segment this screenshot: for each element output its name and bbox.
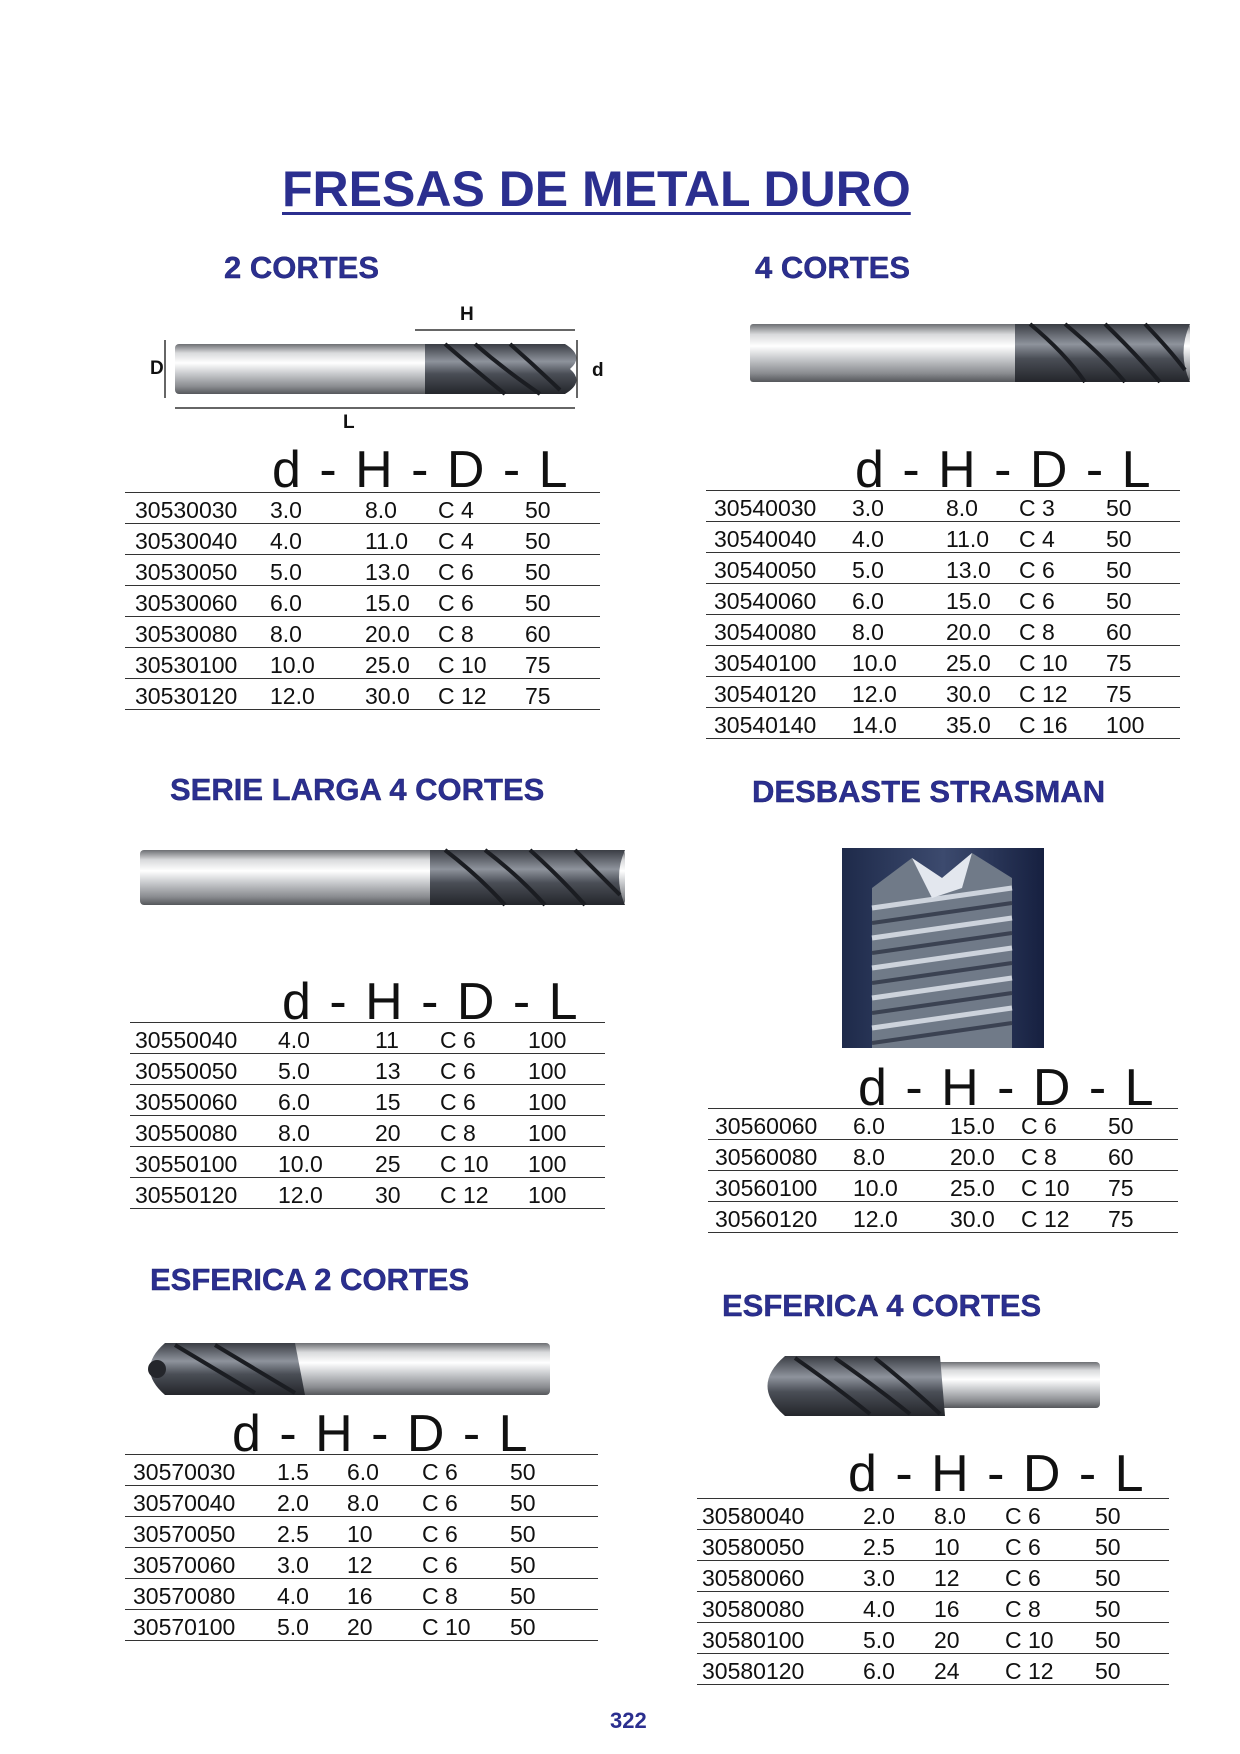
cell-shank-diameter: C 6 [1019, 557, 1055, 583]
cell-total-length: 100 [1106, 712, 1145, 738]
cell-ref-code: 30540060 [714, 588, 817, 614]
cell-cut-diameter: 6.0 [863, 1658, 895, 1684]
cell-cut-length: 30.0 [946, 681, 991, 707]
cell-cut-length: 8.0 [946, 495, 978, 521]
cell-total-length: 75 [1108, 1206, 1134, 1232]
cell-total-length: 75 [525, 652, 551, 678]
ball-end-mill-2-flute-image [135, 1335, 555, 1405]
long-end-mill-image [135, 840, 630, 915]
cell-total-length: 60 [1108, 1144, 1134, 1170]
cell-ref-code: 30580040 [702, 1503, 805, 1529]
cell-ref-code: 30540140 [714, 712, 817, 738]
cell-cut-length: 10 [347, 1521, 373, 1547]
page-number: 322 [610, 1708, 647, 1733]
table-row [130, 1116, 605, 1147]
cell-total-length: 100 [528, 1089, 567, 1115]
cell-total-length: 75 [1106, 650, 1132, 676]
cell-shank-diameter: C 12 [1021, 1206, 1070, 1232]
cell-ref-code: 30580120 [702, 1658, 805, 1684]
column-header: d - H - D - L [858, 1059, 1156, 1117]
page-title: FRESAS DE METAL DURO [282, 161, 911, 217]
cell-cut-diameter: 12.0 [853, 1206, 898, 1232]
table-row [706, 522, 1180, 553]
cell-cut-length: 16 [347, 1583, 373, 1609]
cell-cut-length: 20 [347, 1614, 373, 1640]
cell-total-length: 100 [528, 1120, 567, 1146]
cell-cut-length: 25 [375, 1151, 401, 1177]
table-row [708, 1140, 1178, 1171]
cell-total-length: 50 [1106, 557, 1132, 583]
cell-cut-diameter: 4.0 [863, 1596, 895, 1622]
cell-total-length: 50 [525, 528, 551, 554]
cell-cut-length: 15.0 [950, 1113, 995, 1139]
cell-cut-length: 13 [375, 1058, 401, 1084]
table-row [697, 1592, 1169, 1623]
table-row [125, 648, 600, 679]
cell-total-length: 50 [510, 1583, 536, 1609]
table-row [125, 586, 600, 617]
cell-shank-diameter: C 8 [422, 1583, 458, 1609]
cell-cut-diameter: 10.0 [852, 650, 897, 676]
roughing-end-mill-image [842, 848, 1044, 1048]
table-row [130, 1054, 605, 1085]
cell-cut-diameter: 5.0 [277, 1614, 309, 1640]
cell-shank-diameter: C 6 [422, 1521, 458, 1547]
cell-ref-code: 30560080 [715, 1144, 818, 1170]
table-row [706, 646, 1180, 677]
cell-cut-length: 12 [934, 1565, 960, 1591]
cell-cut-length: 6.0 [347, 1459, 379, 1485]
cell-total-length: 50 [1106, 526, 1132, 552]
cell-total-length: 50 [1108, 1113, 1134, 1139]
cell-shank-diameter: C 6 [422, 1490, 458, 1516]
cell-ref-code: 30560120 [715, 1206, 818, 1232]
cell-cut-diameter: 6.0 [278, 1089, 310, 1115]
cell-cut-length: 13.0 [946, 557, 991, 583]
cell-cut-diameter: 2.0 [277, 1490, 309, 1516]
cell-total-length: 50 [510, 1490, 536, 1516]
cell-cut-length: 8.0 [934, 1503, 966, 1529]
section-title-esferica-4-cortes: ESFERICA 4 CORTES [722, 1288, 1042, 1323]
cell-shank-diameter: C 4 [438, 528, 474, 554]
cell-shank-diameter: C 6 [438, 590, 474, 616]
cell-shank-diameter: C 12 [1019, 681, 1068, 707]
cell-cut-diameter: 12.0 [852, 681, 897, 707]
cell-shank-diameter: C 4 [1019, 526, 1055, 552]
cell-cut-diameter: 4.0 [270, 528, 302, 554]
cell-total-length: 75 [525, 683, 551, 709]
cell-ref-code: 30550120 [135, 1182, 238, 1208]
cell-shank-diameter: C 16 [1019, 712, 1068, 738]
cell-cut-diameter: 10.0 [853, 1175, 898, 1201]
cell-total-length: 100 [528, 1182, 567, 1208]
cell-shank-diameter: C 6 [1005, 1503, 1041, 1529]
cell-ref-code: 30540050 [714, 557, 817, 583]
cell-ref-code: 30550080 [135, 1120, 238, 1146]
cell-cut-diameter: 1.5 [277, 1459, 309, 1485]
cell-shank-diameter: C 10 [440, 1151, 489, 1177]
cell-cut-diameter: 5.0 [852, 557, 884, 583]
cell-ref-code: 30530030 [135, 497, 238, 523]
cell-total-length: 100 [528, 1027, 567, 1053]
cell-total-length: 50 [1095, 1503, 1121, 1529]
cell-cut-diameter: 12.0 [278, 1182, 323, 1208]
cell-shank-diameter: C 3 [1019, 495, 1055, 521]
cell-shank-diameter: C 10 [1005, 1627, 1054, 1653]
cell-cut-diameter: 4.0 [278, 1027, 310, 1053]
table-row [706, 553, 1180, 584]
cell-ref-code: 30570040 [133, 1490, 236, 1516]
table-4-cortes [706, 490, 1180, 739]
cell-cut-length: 20 [375, 1120, 401, 1146]
column-header: d - H - D - L [272, 441, 570, 499]
table-row [125, 679, 600, 710]
cell-cut-diameter: 5.0 [270, 559, 302, 585]
cell-total-length: 100 [528, 1058, 567, 1084]
cell-cut-diameter: 4.0 [852, 526, 884, 552]
dimension-label-l: L [343, 412, 355, 433]
cell-cut-diameter: 10.0 [270, 652, 315, 678]
cell-cut-diameter: 8.0 [270, 621, 302, 647]
cell-shank-diameter: C 12 [438, 683, 487, 709]
cell-cut-diameter: 3.0 [270, 497, 302, 523]
cell-ref-code: 30540080 [714, 619, 817, 645]
table-row [708, 1202, 1178, 1233]
cell-cut-length: 10 [934, 1534, 960, 1560]
cell-shank-diameter: C 8 [1019, 619, 1055, 645]
cell-shank-diameter: C 6 [440, 1089, 476, 1115]
cell-total-length: 75 [1108, 1175, 1134, 1201]
cell-shank-diameter: C 8 [1005, 1596, 1041, 1622]
cell-ref-code: 30580060 [702, 1565, 805, 1591]
column-header: d - H - D - L [855, 441, 1153, 499]
table-row [125, 1548, 598, 1579]
table-esferica-2-cortes [125, 1454, 598, 1641]
cell-total-length: 75 [1106, 681, 1132, 707]
cell-cut-length: 25.0 [365, 652, 410, 678]
cell-shank-diameter: C 6 [422, 1552, 458, 1578]
table-row [697, 1530, 1169, 1561]
cell-total-length: 50 [1106, 588, 1132, 614]
cell-ref-code: 30550100 [135, 1151, 238, 1177]
cell-total-length: 50 [1095, 1596, 1121, 1622]
cell-cut-length: 30 [375, 1182, 401, 1208]
table-row [130, 1085, 605, 1116]
cell-shank-diameter: C 6 [1021, 1113, 1057, 1139]
cell-cut-diameter: 6.0 [270, 590, 302, 616]
cell-cut-length: 25.0 [950, 1175, 995, 1201]
table-row [706, 677, 1180, 708]
cell-shank-diameter: C 8 [440, 1120, 476, 1146]
section-title-esferica-2-cortes: ESFERICA 2 CORTES [150, 1262, 470, 1297]
table-row [130, 1178, 605, 1209]
cell-total-length: 50 [510, 1459, 536, 1485]
table-row [706, 615, 1180, 646]
table-row [708, 1171, 1178, 1202]
table-row [125, 1579, 598, 1610]
cell-cut-length: 11.0 [365, 528, 409, 554]
cell-shank-diameter: C 6 [1005, 1534, 1041, 1560]
table-row [130, 1023, 605, 1054]
cell-cut-diameter: 6.0 [853, 1113, 885, 1139]
cell-ref-code: 30530050 [135, 559, 238, 585]
cell-ref-code: 30530100 [135, 652, 238, 678]
cell-ref-code: 30560100 [715, 1175, 818, 1201]
cell-shank-diameter: C 10 [422, 1614, 471, 1640]
cell-total-length: 50 [525, 497, 551, 523]
cell-cut-length: 30.0 [950, 1206, 995, 1232]
cell-ref-code: 30550040 [135, 1027, 238, 1053]
cell-shank-diameter: C 12 [440, 1182, 489, 1208]
cell-total-length: 60 [1106, 619, 1132, 645]
cell-cut-length: 24 [934, 1658, 960, 1684]
table-row [125, 1517, 598, 1548]
cell-cut-length: 25.0 [946, 650, 991, 676]
cell-cut-length: 15.0 [946, 588, 991, 614]
cell-ref-code: 30530060 [135, 590, 238, 616]
cell-ref-code: 30570080 [133, 1583, 236, 1609]
section-title-desbaste-strasman: DESBASTE STRASMAN [752, 774, 1106, 809]
table-row [125, 1486, 598, 1517]
cell-cut-diameter: 14.0 [852, 712, 897, 738]
cell-shank-diameter: C 8 [438, 621, 474, 647]
cell-total-length: 50 [1095, 1627, 1121, 1653]
section-title-4-cortes: 4 CORTES [755, 250, 911, 285]
table-row [697, 1623, 1169, 1654]
cell-ref-code: 30570100 [133, 1614, 236, 1640]
table-esferica-4-cortes [697, 1498, 1169, 1685]
cell-total-length: 50 [1095, 1565, 1121, 1591]
dimension-label-d-upper: D [150, 358, 164, 379]
cell-cut-length: 8.0 [347, 1490, 379, 1516]
cell-ref-code: 30550050 [135, 1058, 238, 1084]
cell-cut-diameter: 12.0 [270, 683, 315, 709]
table-row [125, 617, 600, 648]
cell-shank-diameter: C 4 [438, 497, 474, 523]
cell-shank-diameter: C 10 [438, 652, 487, 678]
cell-ref-code: 30540040 [714, 526, 817, 552]
cell-cut-diameter: 8.0 [852, 619, 884, 645]
table-row [708, 1109, 1178, 1140]
table-row [125, 1455, 598, 1486]
table-row [125, 555, 600, 586]
cell-shank-diameter: C 10 [1019, 650, 1068, 676]
table-row [706, 708, 1180, 739]
cell-total-length: 100 [528, 1151, 567, 1177]
cell-ref-code: 30570050 [133, 1521, 236, 1547]
table-2-cortes [125, 492, 600, 710]
cell-ref-code: 30540030 [714, 495, 817, 521]
section-title-serie-larga: SERIE LARGA 4 CORTES [170, 772, 545, 807]
cell-total-length: 50 [510, 1521, 536, 1547]
column-header: d - H - D - L [232, 1405, 530, 1463]
cell-ref-code: 30530120 [135, 683, 238, 709]
cell-cut-length: 20.0 [946, 619, 991, 645]
cell-ref-code: 30580050 [702, 1534, 805, 1560]
table-row [125, 524, 600, 555]
cell-cut-diameter: 5.0 [278, 1058, 310, 1084]
cell-cut-diameter: 8.0 [853, 1144, 885, 1170]
cell-cut-diameter: 5.0 [863, 1627, 895, 1653]
table-serie-larga [130, 1022, 605, 1209]
cell-total-length: 50 [510, 1614, 536, 1640]
cell-cut-diameter: 6.0 [852, 588, 884, 614]
cell-shank-diameter: C 6 [438, 559, 474, 585]
table-row [697, 1499, 1169, 1530]
column-header: d - H - D - L [282, 973, 580, 1031]
cell-cut-diameter: 2.5 [863, 1534, 895, 1560]
cell-cut-length: 8.0 [365, 497, 397, 523]
cell-cut-diameter: 3.0 [852, 495, 884, 521]
cell-cut-length: 16 [934, 1596, 960, 1622]
column-header: d - H - D - L [848, 1445, 1146, 1503]
table-row [706, 584, 1180, 615]
cell-cut-length: 15 [375, 1089, 401, 1115]
table-row [697, 1561, 1169, 1592]
cell-shank-diameter: C 6 [1019, 588, 1055, 614]
section-title-2-cortes: 2 CORTES [224, 250, 380, 285]
cell-cut-length: 20.0 [365, 621, 410, 647]
cell-cut-length: 15.0 [365, 590, 410, 616]
cell-ref-code: 30560060 [715, 1113, 818, 1139]
cell-total-length: 60 [525, 621, 551, 647]
cell-ref-code: 30530040 [135, 528, 238, 554]
cell-ref-code: 30580080 [702, 1596, 805, 1622]
cell-cut-diameter: 10.0 [278, 1151, 323, 1177]
table-row [125, 493, 600, 524]
cell-cut-diameter: 2.0 [863, 1503, 895, 1529]
cell-ref-code: 30570030 [133, 1459, 236, 1485]
cell-ref-code: 30570060 [133, 1552, 236, 1578]
table-row [125, 1610, 598, 1641]
cell-cut-length: 12 [347, 1552, 373, 1578]
end-mill-2-flute-diagram [145, 300, 615, 435]
table-desbaste-strasman [708, 1108, 1178, 1233]
cell-total-length: 50 [1095, 1534, 1121, 1560]
cell-ref-code: 30530080 [135, 621, 238, 647]
cell-total-length: 50 [1095, 1658, 1121, 1684]
cell-shank-diameter: C 6 [422, 1459, 458, 1485]
cell-total-length: 50 [525, 590, 551, 616]
table-row [697, 1654, 1169, 1685]
cell-shank-diameter: C 6 [440, 1058, 476, 1084]
cell-shank-diameter: C 6 [440, 1027, 476, 1053]
cell-cut-diameter: 4.0 [277, 1583, 309, 1609]
cell-shank-diameter: C 8 [1021, 1144, 1057, 1170]
cell-total-length: 50 [1106, 495, 1132, 521]
ball-end-mill-4-flute-image [750, 1350, 1105, 1422]
cell-ref-code: 30580100 [702, 1627, 805, 1653]
end-mill-4-flute-image [745, 310, 1195, 395]
cell-shank-diameter: C 12 [1005, 1658, 1054, 1684]
dimension-label-d-lower: d [592, 360, 604, 381]
cell-ref-code: 30540100 [714, 650, 817, 676]
cell-cut-length: 11.0 [946, 526, 990, 552]
cell-cut-length: 20.0 [950, 1144, 995, 1170]
cell-shank-diameter: C 10 [1021, 1175, 1070, 1201]
cell-cut-length: 20 [934, 1627, 960, 1653]
cell-cut-diameter: 3.0 [277, 1552, 309, 1578]
dimension-label-h: H [460, 304, 474, 325]
cell-cut-length: 13.0 [365, 559, 410, 585]
cell-cut-length: 35.0 [946, 712, 991, 738]
cell-cut-diameter: 8.0 [278, 1120, 310, 1146]
cell-cut-diameter: 3.0 [863, 1565, 895, 1591]
cell-ref-code: 30540120 [714, 681, 817, 707]
cell-cut-diameter: 2.5 [277, 1521, 309, 1547]
cell-total-length: 50 [510, 1552, 536, 1578]
cell-total-length: 50 [525, 559, 551, 585]
table-row [130, 1147, 605, 1178]
table-row [706, 491, 1180, 522]
cell-cut-length: 30.0 [365, 683, 410, 709]
cell-shank-diameter: C 6 [1005, 1565, 1041, 1591]
cell-ref-code: 30550060 [135, 1089, 238, 1115]
cell-cut-length: 11 [375, 1027, 399, 1053]
